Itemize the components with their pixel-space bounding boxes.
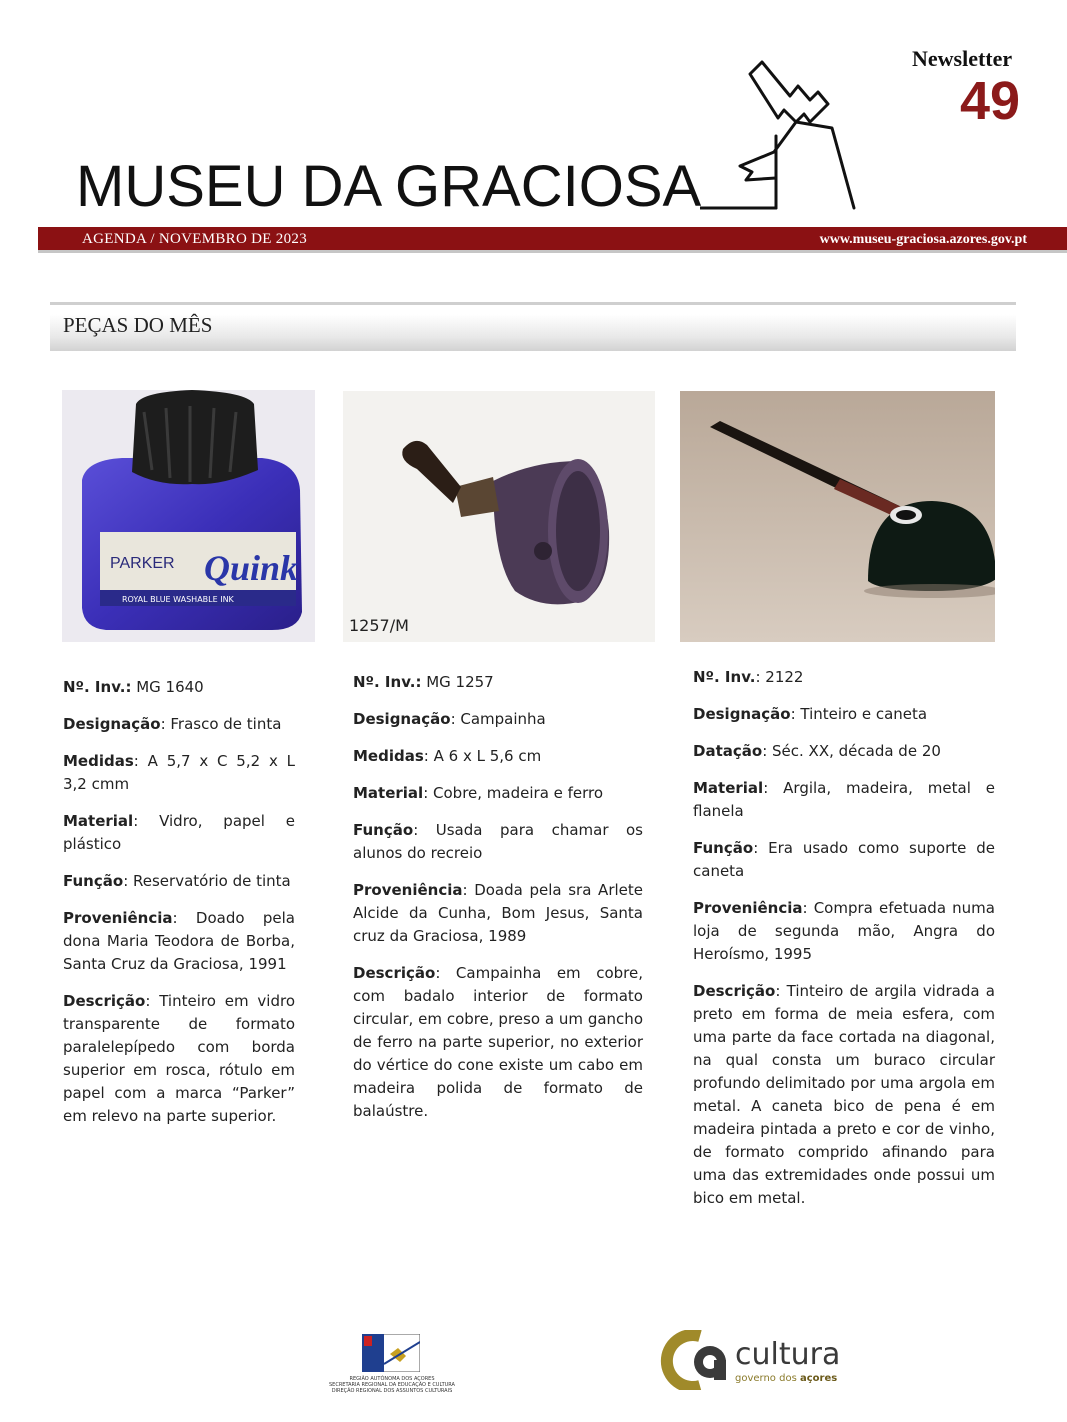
field-row [63, 907, 295, 976]
field-row [693, 837, 995, 883]
field-label: Função [693, 839, 754, 857]
field-label: Material [63, 812, 134, 830]
field-value: : 2122 [755, 668, 804, 686]
gov-line: DIREÇÃO REGIONAL DOS ASSUNTOS CULTURAIS [331, 1388, 453, 1394]
issue-number: 49 [960, 71, 1021, 131]
piece-1-details [63, 676, 295, 1142]
field-value: : Usada para chamar os alunos do recreio [353, 821, 643, 862]
piece-3-details [693, 666, 995, 1224]
field-label: Datação [693, 742, 763, 760]
field-row [353, 962, 643, 1123]
field-label: Descrição [63, 992, 146, 1010]
field-value: : Tinteiro de argila vidrada a preto em forma de meia esfera, com uma parte da face cortada na diagonal, na qual consta um buraco circular profundo delimitado por uma argola em metal. A caneta bico de pena é em madeira pintada a preto e cor de vinho, de formato comprido afinando para uma das extremidades onde possui um bico em metal. [693, 982, 995, 1207]
cultura-wordmark: cultura [735, 1337, 841, 1372]
field-label: Descrição [693, 982, 776, 1000]
field-value: : A 6 x L 5,6 cm [423, 747, 542, 765]
field-row [693, 703, 995, 726]
field-row [693, 777, 995, 823]
field-label: Nº. Inv.: [63, 678, 132, 696]
field-value: MG 1640 [131, 678, 204, 696]
field-row [63, 676, 295, 699]
ink-caption-text: ROYAL BLUE WASHABLE INK [122, 595, 234, 604]
field-label: Medidas [353, 747, 424, 765]
newsletter-label: Newsletter [912, 46, 1013, 71]
field-row [63, 870, 295, 893]
cultura-subtitle [735, 1373, 837, 1384]
field-label: Medidas [63, 752, 134, 770]
field-row [353, 708, 643, 731]
field-label: Proveniência [693, 899, 803, 917]
field-row [353, 782, 643, 805]
field-value: : Reservatório de tinta [123, 872, 291, 890]
field-row [353, 879, 643, 948]
header-bar-shadow [38, 250, 1067, 253]
field-label: Nº. Inv.: [353, 673, 422, 691]
field-value: : A 5,7 x C 5,2 x L 3,2 cmm [63, 752, 295, 793]
field-value: : Vidro, papel e plástico [63, 812, 295, 853]
field-row [693, 980, 995, 1210]
field-value: : Tinteiro em vidro transparente de formato paralelepípedo com borda superior em rosca, rótulo em papel com a marca “Parker” em relevo na parte superior. [63, 992, 295, 1125]
field-row [353, 671, 643, 694]
field-value: : Frasco de tinta [160, 715, 282, 733]
field-label: Função [63, 872, 124, 890]
field-label: Proveniência [353, 881, 463, 899]
field-value: : Tinteiro e caneta [790, 705, 928, 723]
gov-line: SECRETARIA REGIONAL DA EDUCAÇÃO E CULTURA [329, 1382, 455, 1388]
field-value: : Compra efetuada numa loja de segunda mão, Angra do Heroísmo, 1995 [693, 899, 995, 963]
field-label: Descrição [353, 964, 436, 982]
field-value: : Era usado como suporte de caneta [693, 839, 995, 880]
gov-credits [312, 1376, 472, 1394]
field-value: MG 1257 [421, 673, 494, 691]
field-label: Material [353, 784, 424, 802]
field-value: : Campainha [450, 710, 546, 728]
field-label: Proveniência [63, 909, 173, 927]
piece-2-details [353, 671, 643, 1137]
field-row [353, 745, 643, 768]
field-row [693, 740, 995, 763]
cultura-logo-icon [656, 1330, 736, 1390]
field-value: : Doado pela dona Maria Teodora de Borba, Santa Cruz da Graciosa, 1991 [63, 909, 295, 973]
field-label: Nº. Inv. [693, 668, 756, 686]
inventory-inscription: 1257/M [349, 616, 409, 635]
field-row [63, 990, 295, 1128]
field-label: Designação [63, 715, 161, 733]
page-title: MUSEU DA GRACIOSA [76, 154, 702, 219]
bell-photo [343, 391, 655, 642]
section-title: PEÇAS DO MÊS [63, 313, 213, 337]
field-row [63, 810, 295, 856]
field-value: : Doada pela sra Arlete Alcide da Cunha, Bom Jesus, Santa cruz da Graciosa, 1989 [353, 881, 643, 945]
windmill-logo-icon [700, 56, 870, 216]
gov-line: REGIÃO AUTÓNOMA DOS AÇORES [349, 1376, 435, 1382]
quink-brand-text: Quink [204, 548, 299, 588]
field-label: Função [353, 821, 414, 839]
field-row [353, 819, 643, 865]
field-row [63, 750, 295, 796]
field-value: : Cobre, madeira e ferro [423, 784, 604, 802]
field-label: Designação [693, 705, 791, 723]
field-row [693, 897, 995, 966]
website-link[interactable]: www.museu-graciosa.azores.gov.pt [819, 232, 1027, 247]
field-label: Material [693, 779, 764, 797]
field-row [63, 713, 295, 736]
cultura-sub-prefix: governo dos [735, 1373, 800, 1384]
field-value: : Campainha em cobre, com badalo interior de formato circular, em cobre, preso a um gancho de ferro na parte superior, no exterior do vértice do cone existe um cabo em madeira polida de formato de balaústre. [353, 964, 643, 1120]
field-value: : Séc. XX, década de 20 [762, 742, 941, 760]
field-value: : Argila, madeira, metal e flanela [693, 779, 995, 820]
field-row [693, 666, 995, 689]
azores-flag-icon [362, 1334, 420, 1372]
parker-brand-text: PARKER [110, 555, 175, 572]
cultura-sub-bold: açores [799, 1373, 838, 1384]
ink-bottle-photo [62, 390, 315, 642]
field-label: Designação [353, 710, 451, 728]
agenda-label: AGENDA / NOVEMBRO DE 2023 [82, 231, 307, 247]
inkwell-pen-photo [680, 391, 995, 642]
